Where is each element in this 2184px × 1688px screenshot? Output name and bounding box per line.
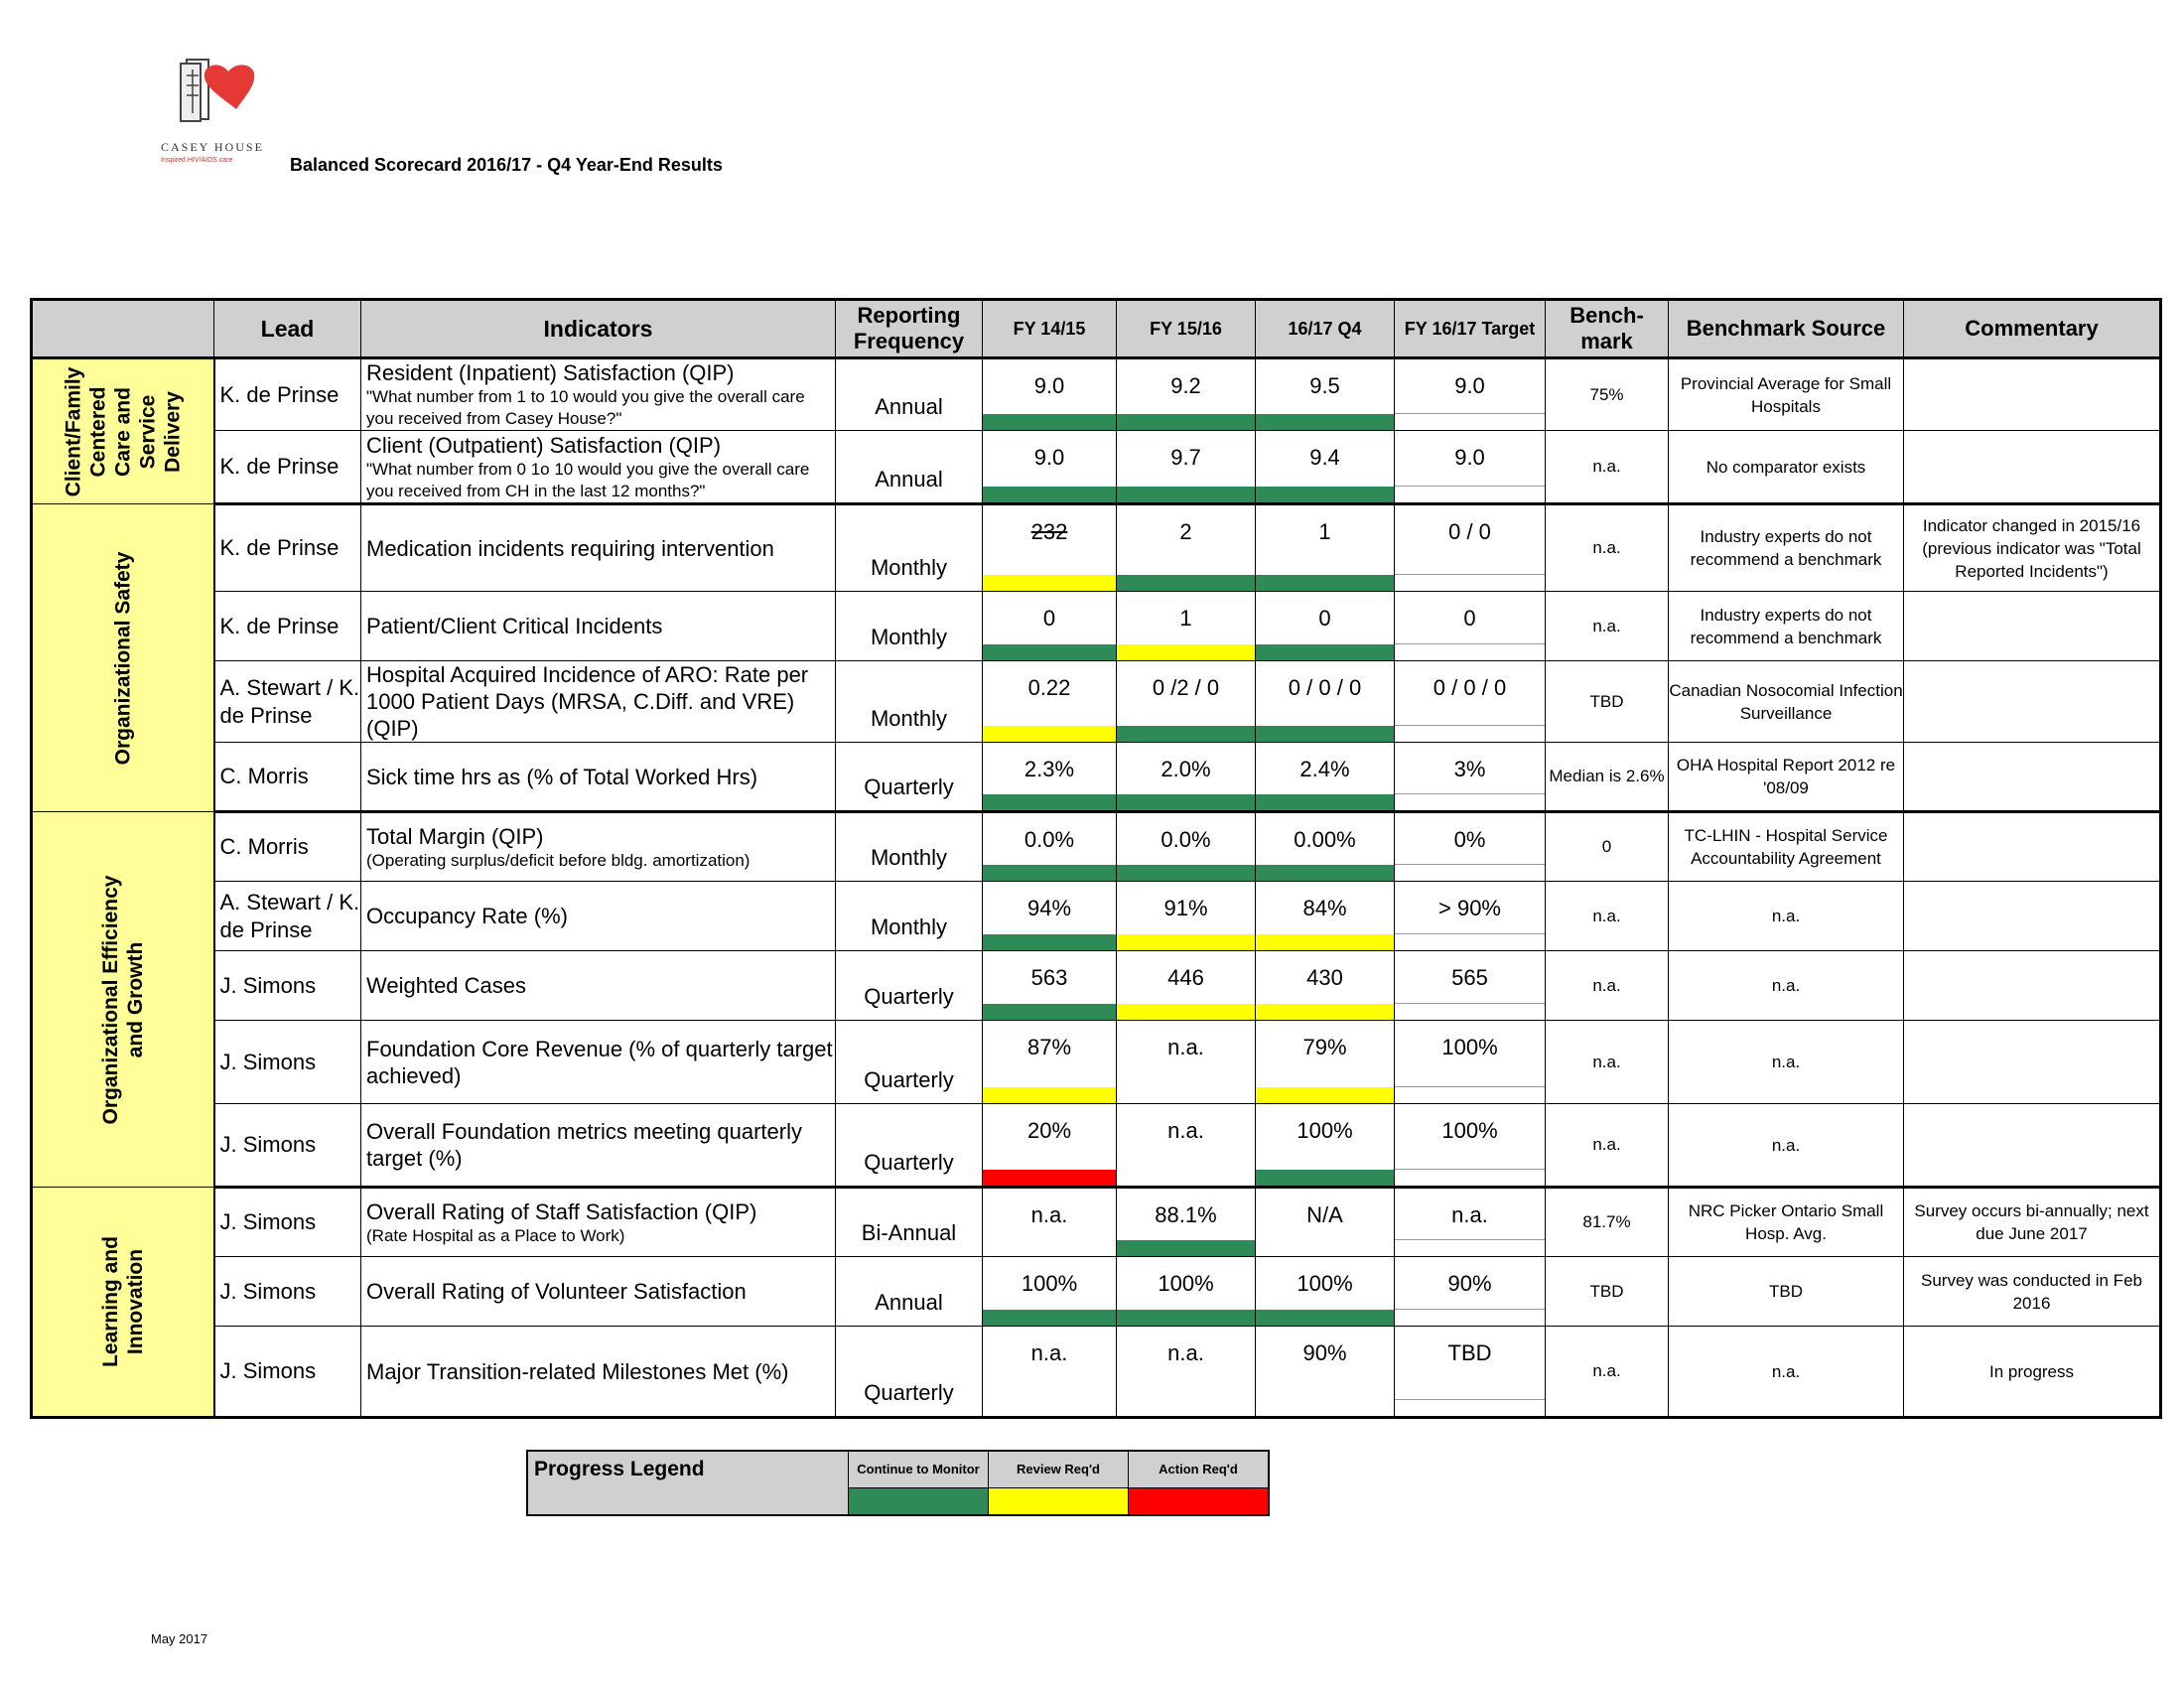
indicator-cell [361, 1327, 836, 1418]
fy1516-value-cell [1117, 431, 1256, 504]
indicator-cell [361, 431, 836, 504]
indicator-cell [361, 504, 836, 592]
benchmark-source-cell: TC-LHIN - Hospital Service Accountability Agreement [1669, 812, 1904, 882]
col-lead: Lead [214, 300, 361, 358]
frequency-cell: Bi-Annual [836, 1188, 983, 1257]
target-value-cell [1395, 882, 1546, 951]
indicator-name: Hospital Acquired Incidence of ARO: Rate per 1000 Patient Days (MRSA, C.Diff. and VRE) (QIP) [366, 662, 809, 741]
fy1516-value: 2 [1179, 519, 1192, 544]
commentary-cell [1904, 951, 2161, 1021]
fy1516-value-cell [1117, 661, 1256, 743]
benchmark-cell: 0 [1546, 812, 1669, 882]
status-bar-yellow [983, 726, 1116, 742]
perspective-label: Organizational Efficiency and Growth [98, 875, 147, 1124]
frequency-cell: Quarterly [836, 951, 983, 1021]
scorecard-row [32, 1188, 2161, 1257]
q4-value-cell [1256, 812, 1395, 882]
indicator-name: Weighted Cases [366, 973, 527, 998]
scorecard-row [32, 504, 2161, 592]
indicator-name: Overall Rating of Staff Satisfaction (QIP) [366, 1198, 757, 1224]
status-bar-green [1256, 575, 1394, 591]
fy1415-value-cell [983, 1188, 1117, 1257]
commentary-cell: In progress [1904, 1327, 2161, 1418]
frequency-cell: Quarterly [836, 743, 983, 812]
fy1415-value: 0 [1042, 606, 1056, 631]
indicator-name: Total Margin (QIP) [366, 823, 544, 849]
q4-value-cell [1256, 431, 1395, 504]
q4-value: 430 [1306, 965, 1343, 990]
col-benchmark: Bench- mark [1546, 300, 1669, 358]
fy1516-value: n.a. [1167, 1035, 1204, 1059]
target-value: 100% [1441, 1035, 1498, 1059]
q4-value-cell [1256, 1188, 1395, 1257]
fy1516-value: 446 [1167, 965, 1204, 990]
indicator-subtext: "What number from 1 to 10 would you give the overall care you received from Casey House?" [366, 387, 805, 428]
target-value-cell [1395, 431, 1546, 504]
target-value-cell [1395, 661, 1546, 743]
status-bar-green [983, 487, 1116, 502]
target-value-cell [1395, 1327, 1546, 1418]
q4-value: 0 / 0 / 0 [1288, 675, 1362, 700]
fy1415-value: 2.3% [1024, 757, 1075, 781]
col-benchmark-source: Benchmark Source [1669, 300, 1904, 358]
indicator-name: Major Transition-related Milestones Met (%) [366, 1358, 789, 1384]
commentary-cell: Indicator changed in 2015/16 (previous indicator was "Total Reported Incidents") [1904, 504, 2161, 592]
target-value-cell [1395, 592, 1546, 661]
frequency-cell: Annual [836, 358, 983, 431]
status-bar-green [983, 1004, 1116, 1020]
status-bar-green [1256, 726, 1394, 742]
q4-value: 100% [1297, 1271, 1353, 1296]
benchmark-cell: 81.7% [1546, 1188, 1669, 1257]
benchmark-cell: 75% [1546, 358, 1669, 431]
benchmark-source-cell: TBD [1669, 1257, 1904, 1327]
lead-cell: A. Stewart / K. de Prinse [214, 882, 361, 951]
col-q4: 16/17 Q4 [1256, 300, 1395, 358]
status-bar-yellow [1117, 934, 1255, 950]
benchmark-cell: n.a. [1546, 592, 1669, 661]
fy1516-value-cell [1117, 1104, 1256, 1188]
commentary-cell [1904, 592, 2161, 661]
status-bar-yellow [1117, 644, 1255, 660]
commentary-cell [1904, 743, 2161, 812]
perspective-label: Learning and Innovation [98, 1236, 147, 1367]
fy1415-value-cell [983, 1327, 1117, 1418]
q4-value: 2.4% [1299, 757, 1350, 781]
fy1516-value-cell [1117, 882, 1256, 951]
fy1415-value-cell [983, 951, 1117, 1021]
target-value-cell [1395, 1104, 1546, 1188]
q4-value-cell [1256, 743, 1395, 812]
benchmark-cell: n.a. [1546, 431, 1669, 504]
target-value-cell [1395, 1188, 1546, 1257]
benchmark-cell: n.a. [1546, 1327, 1669, 1418]
q4-value-cell [1256, 358, 1395, 431]
fy1415-value: 94% [1026, 896, 1072, 920]
lead-cell: A. Stewart / K. de Prinse [214, 661, 361, 743]
scorecard-row [32, 661, 2161, 743]
scorecard-row [32, 592, 2161, 661]
target-value: TBD [1447, 1340, 1492, 1365]
indicator-cell [361, 743, 836, 812]
q4-value-cell [1256, 592, 1395, 661]
fy1415-value: 87% [1026, 1035, 1072, 1059]
scorecard-row [32, 1257, 2161, 1327]
frequency-cell: Quarterly [836, 1021, 983, 1104]
status-bar-green [1117, 1310, 1255, 1326]
commentary-cell [1904, 1021, 2161, 1104]
casey-house-logo [159, 56, 278, 173]
q4-value-cell [1256, 882, 1395, 951]
status-bar-green [1256, 414, 1394, 430]
target-value: 565 [1451, 965, 1488, 990]
benchmark-source-cell: n.a. [1669, 882, 1904, 951]
benchmark-source-cell: n.a. [1669, 1327, 1904, 1418]
indicator-cell [361, 592, 836, 661]
q4-value: 1 [1318, 519, 1331, 544]
fy1516-value-cell [1117, 743, 1256, 812]
benchmark-cell: n.a. [1546, 951, 1669, 1021]
target-value: 0 / 0 [1448, 519, 1491, 544]
col-commentary: Commentary [1904, 300, 2161, 358]
commentary-cell [1904, 812, 2161, 882]
commentary-cell [1904, 431, 2161, 504]
benchmark-cell: TBD [1546, 1257, 1669, 1327]
fy1516-value-cell [1117, 1188, 1256, 1257]
fy1415-value-cell [983, 1257, 1117, 1327]
fy1516-value: 9.2 [1170, 373, 1201, 398]
frequency-cell: Monthly [836, 592, 983, 661]
target-value: 90% [1447, 1271, 1492, 1296]
status-bar-green [983, 644, 1116, 660]
fy1415-value-cell [983, 661, 1117, 743]
fy1415-value: n.a. [1030, 1202, 1068, 1227]
scorecard-row [32, 882, 2161, 951]
q4-value: N/A [1306, 1202, 1343, 1227]
status-bar-green [1256, 1310, 1394, 1326]
fy1516-value: n.a. [1167, 1340, 1204, 1365]
lead-cell: K. de Prinse [214, 504, 361, 592]
indicator-name: Client (Outpatient) Satisfaction (QIP) [366, 432, 722, 458]
commentary-cell [1904, 358, 2161, 431]
status-bar-red [983, 1170, 1116, 1186]
frequency-cell: Monthly [836, 504, 983, 592]
frequency-cell: Quarterly [836, 1327, 983, 1418]
status-bar-green [1117, 865, 1255, 881]
fy1516-value: 100% [1158, 1271, 1214, 1296]
frequency-cell: Monthly [836, 882, 983, 951]
status-bar-green [1117, 414, 1255, 430]
perspective-cell [32, 812, 214, 1188]
q4-value-cell [1256, 951, 1395, 1021]
frequency-cell: Monthly [836, 661, 983, 743]
benchmark-cell: n.a. [1546, 882, 1669, 951]
logo-tagline: Inspired HIV/AIDS care [161, 157, 233, 164]
benchmark-source-cell: Industry experts do not recommend a benchmark [1669, 504, 1904, 592]
indicator-name: Foundation Core Revenue (% of quarterly target achieved) [366, 1036, 833, 1088]
target-value: n.a. [1451, 1202, 1488, 1227]
indicator-cell [361, 812, 836, 882]
q4-value-cell [1256, 661, 1395, 743]
benchmark-cell: n.a. [1546, 504, 1669, 592]
status-bar-yellow [983, 575, 1116, 591]
perspective-header [32, 300, 214, 358]
lead-cell: C. Morris [214, 743, 361, 812]
status-bar-green [1117, 726, 1255, 742]
commentary-cell [1904, 882, 2161, 951]
col-fy1516: FY 15/16 [1117, 300, 1256, 358]
fy1415-value: 20% [1026, 1118, 1072, 1143]
fy1415-value: 100% [1021, 1271, 1078, 1296]
fy1516-value: 91% [1163, 896, 1208, 920]
indicator-cell [361, 1021, 836, 1104]
target-value-cell [1395, 1257, 1546, 1327]
fy1516-value: 2.0% [1160, 757, 1211, 781]
status-bar-green [1256, 487, 1394, 502]
commentary-cell: Survey was conducted in Feb 2016 [1904, 1257, 2161, 1327]
benchmark-cell: n.a. [1546, 1021, 1669, 1104]
lead-cell: J. Simons [214, 1257, 361, 1327]
col-frequency: Reporting Frequency [836, 300, 983, 358]
status-bar-yellow [1256, 1087, 1394, 1103]
fy1415-value: 232 [1030, 519, 1068, 544]
benchmark-source-cell: Industry experts do not recommend a benchmark [1669, 592, 1904, 661]
indicator-cell [361, 1188, 836, 1257]
fy1516-value-cell [1117, 812, 1256, 882]
commentary-cell [1904, 1104, 2161, 1188]
q4-value: 0 [1318, 606, 1331, 631]
header-row [32, 300, 2161, 358]
lead-cell: J. Simons [214, 1188, 361, 1257]
indicator-cell [361, 951, 836, 1021]
scorecard-row [32, 1327, 2161, 1418]
q4-value-cell [1256, 1021, 1395, 1104]
legend-review-label: Review Req'd [989, 1451, 1129, 1488]
fy1415-value-cell [983, 504, 1117, 592]
fy1516-value-cell [1117, 358, 1256, 431]
q4-value: 9.5 [1309, 373, 1340, 398]
fy1415-value: 0.22 [1027, 675, 1071, 700]
fy1516-value-cell [1117, 592, 1256, 661]
benchmark-cell: Median is 2.6% [1546, 743, 1669, 812]
lead-cell: K. de Prinse [214, 431, 361, 504]
fy1415-value-cell [983, 812, 1117, 882]
scorecard-row [32, 812, 2161, 882]
legend-red-swatch [1129, 1488, 1270, 1516]
fy1415-value-cell [983, 1021, 1117, 1104]
fy1415-value: 563 [1030, 965, 1068, 990]
commentary-cell [1904, 661, 2161, 743]
status-bar-yellow [983, 1087, 1116, 1103]
benchmark-cell: n.a. [1546, 1104, 1669, 1188]
target-value: 0% [1453, 827, 1486, 852]
status-bar-green [983, 1310, 1116, 1326]
page-title: Balanced Scorecard 2016/17 - Q4 Year-End Results [290, 155, 723, 175]
fy1415-value: 0.0% [1024, 827, 1075, 852]
benchmark-source-cell: n.a. [1669, 951, 1904, 1021]
legend-action-label: Action Req'd [1129, 1451, 1270, 1488]
status-bar-green [1256, 644, 1394, 660]
lead-cell: C. Morris [214, 812, 361, 882]
target-value: 3% [1453, 757, 1486, 781]
status-bar-green [1117, 487, 1255, 502]
fy1516-value: 1 [1179, 606, 1192, 631]
fy1516-value: 0.0% [1160, 827, 1211, 852]
lead-cell: K. de Prinse [214, 592, 361, 661]
benchmark-source-cell: n.a. [1669, 1021, 1904, 1104]
indicator-subtext: (Rate Hospital as a Place to Work) [366, 1225, 625, 1245]
status-bar-green [1117, 1240, 1255, 1256]
status-bar-green [983, 414, 1116, 430]
frequency-cell: Quarterly [836, 1104, 983, 1188]
frequency-cell: Monthly [836, 812, 983, 882]
target-value-cell [1395, 1021, 1546, 1104]
q4-value-cell [1256, 1257, 1395, 1327]
scorecard-row [32, 431, 2161, 504]
indicator-name: Sick time hrs as (% of Total Worked Hrs) [366, 764, 758, 789]
benchmark-source-cell: Canadian Nosocomial Infection Surveillance [1669, 661, 1904, 743]
lead-cell: J. Simons [214, 1021, 361, 1104]
target-value: 9.0 [1454, 373, 1485, 398]
fy1516-value-cell [1117, 951, 1256, 1021]
perspective-cell [32, 1188, 214, 1418]
status-bar-green [1117, 575, 1255, 591]
target-value: > 90% [1438, 896, 1501, 920]
status-bar-yellow [1117, 1004, 1255, 1020]
indicator-cell [361, 358, 836, 431]
target-value-cell [1395, 951, 1546, 1021]
col-target: FY 16/17 Target [1395, 300, 1546, 358]
target-value: 100% [1441, 1118, 1498, 1143]
fy1516-value: 0 /2 / 0 [1152, 675, 1220, 700]
q4-value: 84% [1302, 896, 1347, 920]
status-bar-green [983, 865, 1116, 881]
benchmark-cell: TBD [1546, 661, 1669, 743]
benchmark-source-cell: NRC Picker Ontario Small Hosp. Avg. [1669, 1188, 1904, 1257]
legend-yellow-swatch [989, 1488, 1129, 1516]
frequency-cell: Annual [836, 1257, 983, 1327]
col-fy1415: FY 14/15 [983, 300, 1117, 358]
footer-date: May 2017 [151, 1631, 208, 1646]
status-bar-green [1117, 794, 1255, 810]
q4-value: 90% [1302, 1340, 1347, 1365]
fy1415-value-cell [983, 431, 1117, 504]
lead-cell: K. de Prinse [214, 358, 361, 431]
q4-value: 0.00% [1294, 827, 1356, 852]
fy1516-value-cell [1117, 1327, 1256, 1418]
fy1415-value: 9.0 [1033, 373, 1065, 398]
target-value-cell [1395, 743, 1546, 812]
q4-value-cell [1256, 1104, 1395, 1188]
indicator-name: Overall Rating of Volunteer Satisfaction [366, 1279, 747, 1304]
indicator-name: Patient/Client Critical Incidents [366, 614, 663, 638]
indicator-name: Occupancy Rate (%) [366, 904, 568, 928]
indicator-name: Resident (Inpatient) Satisfaction (QIP) [366, 360, 735, 385]
q4-value: 100% [1297, 1118, 1353, 1143]
fy1516-value: 9.7 [1170, 445, 1201, 470]
scorecard-row [32, 1104, 2161, 1188]
benchmark-source-cell: Provincial Average for Small Hospitals [1669, 358, 1904, 431]
status-bar-green [983, 934, 1116, 950]
fy1415-value-cell [983, 1104, 1117, 1188]
indicator-cell [361, 1257, 836, 1327]
fy1415-value-cell [983, 882, 1117, 951]
benchmark-source-cell: n.a. [1669, 1104, 1904, 1188]
indicator-cell [361, 661, 836, 743]
status-bar-green [983, 794, 1116, 810]
perspective-cell [32, 504, 214, 812]
q4-value: 9.4 [1309, 445, 1340, 470]
perspective-cell [32, 358, 214, 504]
status-bar-yellow [1256, 934, 1394, 950]
indicator-subtext: (Operating surplus/deficit before bldg. amortization) [366, 850, 751, 870]
benchmark-source-cell: No comparator exists [1669, 431, 1904, 504]
scorecard-row [32, 951, 2161, 1021]
status-bar-green [1256, 794, 1394, 810]
target-value: 9.0 [1454, 445, 1485, 470]
legend-green-swatch [849, 1488, 989, 1516]
fy1415-value: 9.0 [1033, 445, 1065, 470]
perspective-label: Organizational Safety [111, 551, 135, 765]
fy1516-value: n.a. [1167, 1118, 1204, 1143]
target-value-cell [1395, 504, 1546, 592]
scorecard-table [30, 298, 2162, 1419]
q4-value: 79% [1302, 1035, 1347, 1059]
perspective-label: Client/Family Centered Care and Service Delivery [62, 366, 185, 496]
fy1415-value: n.a. [1030, 1340, 1068, 1365]
indicator-subtext: "What number from 0 1o 10 would you give the overall care you received from CH in the last 12 months?" [366, 459, 810, 500]
fy1415-value-cell [983, 592, 1117, 661]
indicator-cell [361, 882, 836, 951]
lead-cell: J. Simons [214, 1104, 361, 1188]
fy1516-value: 88.1% [1155, 1202, 1217, 1227]
indicator-name: Medication incidents requiring intervention [366, 535, 774, 561]
lead-cell: J. Simons [214, 1327, 361, 1418]
commentary-cell: Survey occurs bi-annually; next due June 2017 [1904, 1188, 2161, 1257]
legend-continue-label: Continue to Monitor [849, 1451, 989, 1488]
benchmark-source-cell: OHA Hospital Report 2012 re '08/09 [1669, 743, 1904, 812]
fy1415-value-cell [983, 358, 1117, 431]
indicator-name: Overall Foundation metrics meeting quarterly target (%) [366, 1119, 802, 1171]
progress-legend [526, 1450, 1270, 1516]
fy1516-value-cell [1117, 1257, 1256, 1327]
target-value: 0 [1463, 606, 1476, 631]
fy1516-value-cell [1117, 1021, 1256, 1104]
status-bar-yellow [1256, 1004, 1394, 1020]
target-value: 0 / 0 / 0 [1433, 675, 1507, 700]
status-bar-green [1256, 865, 1394, 881]
scorecard-row [32, 1021, 2161, 1104]
lead-cell: J. Simons [214, 951, 361, 1021]
status-bar-green [1256, 1170, 1394, 1186]
indicator-cell [361, 1104, 836, 1188]
target-value-cell [1395, 358, 1546, 431]
q4-value-cell [1256, 1327, 1395, 1418]
scorecard-row [32, 743, 2161, 812]
q4-value-cell [1256, 504, 1395, 592]
fy1516-value-cell [1117, 504, 1256, 592]
legend-title: Progress Legend [527, 1451, 849, 1515]
fy1415-value-cell [983, 743, 1117, 812]
scorecard-row [32, 358, 2161, 431]
col-indicators: Indicators [361, 300, 836, 358]
logo-name: CASEY HOUSE [161, 140, 264, 154]
target-value-cell [1395, 812, 1546, 882]
frequency-cell: Annual [836, 431, 983, 504]
